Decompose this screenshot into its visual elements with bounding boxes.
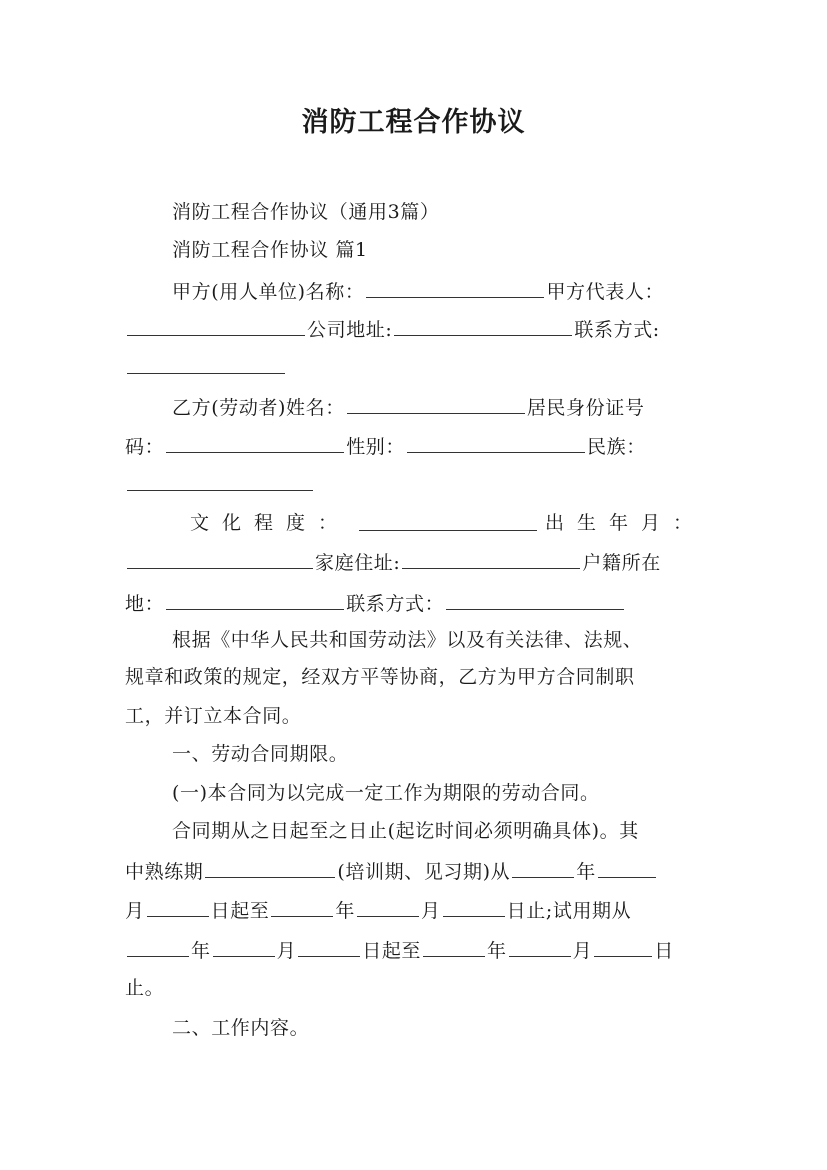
- blank-field[interactable]: [509, 937, 571, 957]
- blank-field[interactable]: [205, 858, 335, 878]
- text-fragment: 年: [576, 861, 596, 883]
- text-fragment: 日: [654, 940, 674, 962]
- blank-field[interactable]: [359, 511, 537, 531]
- text-fragment: 月: [125, 900, 145, 922]
- blank-field[interactable]: [127, 471, 313, 491]
- blank-field[interactable]: [127, 316, 305, 336]
- party-b-line: [172, 394, 705, 420]
- party-a-name-label: 甲方(用人单位)名称：: [172, 281, 365, 303]
- blank-field[interactable]: [127, 937, 189, 957]
- party-a-address-line: [125, 316, 705, 342]
- id-number-label: 居民身份证号: [526, 397, 645, 419]
- party-b-contact-label: 联系方式：: [346, 593, 445, 615]
- party-b-name-label: 乙方(劳动者)姓名：: [172, 397, 345, 419]
- blank-field[interactable]: [166, 590, 344, 610]
- household-contact-line: [125, 590, 705, 616]
- training-period-line: [125, 858, 705, 884]
- blank-field[interactable]: [213, 937, 275, 957]
- blank-field[interactable]: [127, 354, 285, 374]
- text-fragment: 月: [276, 940, 297, 962]
- household-label: 户籍所在: [582, 552, 661, 574]
- blank-field[interactable]: [271, 897, 333, 917]
- blank-field[interactable]: [402, 549, 580, 569]
- blank-field[interactable]: [298, 937, 360, 957]
- blank-field[interactable]: [127, 549, 313, 569]
- blank-field[interactable]: [407, 433, 585, 453]
- subtitle-line: 消防工程合作协议（通用3篇）: [172, 201, 440, 223]
- id-number-label-cont: 码：: [125, 436, 165, 458]
- trial-dates-line: [125, 937, 705, 963]
- gender-label: 性别：: [346, 436, 406, 458]
- text-fragment: 日起至: [362, 940, 422, 962]
- text-fragment: 月: [572, 940, 593, 962]
- blank-field[interactable]: [366, 278, 544, 298]
- blank-field[interactable]: [166, 433, 344, 453]
- text-fragment: 月: [421, 900, 441, 922]
- blank-field[interactable]: [446, 590, 624, 610]
- paragraph-line: 规章和政策的规定，经双方平等协商，乙方为甲方合同制职: [125, 666, 635, 688]
- text-fragment: (培训期、见习期)从: [337, 861, 511, 883]
- address-line: [125, 549, 705, 575]
- contact-label: 联系方式:: [574, 319, 660, 341]
- paragraph-line: (一)本合同为以完成一定工作为期限的劳动合同。: [172, 782, 600, 804]
- blank-field[interactable]: [357, 897, 419, 917]
- blank-field[interactable]: [594, 937, 652, 957]
- party-a-line: [172, 278, 705, 304]
- household-label-cont: 地：: [125, 593, 165, 615]
- document-title: 消防工程合作协议: [301, 107, 526, 138]
- ethnicity-label: 民族：: [587, 436, 646, 458]
- section-heading: 二、工作内容。: [172, 1017, 310, 1039]
- text-fragment: 年: [191, 940, 211, 962]
- trial-period-line: [125, 897, 705, 923]
- text-fragment: 日止;试用期从: [506, 900, 632, 922]
- blank-field[interactable]: [512, 858, 574, 878]
- company-address-label: 公司地址:: [307, 319, 393, 341]
- text-fragment: 中熟练期: [125, 861, 204, 883]
- blank-field[interactable]: [147, 897, 209, 917]
- party-a-contact-blank-line: [125, 354, 705, 380]
- text-fragment: 年: [487, 940, 507, 962]
- blank-field[interactable]: [443, 897, 505, 917]
- education-line: [190, 511, 705, 535]
- section-heading: 一、劳动合同期限。: [172, 743, 349, 765]
- party-a-rep-label: 甲方代表人：: [546, 281, 665, 303]
- text-fragment: 日起至: [210, 900, 270, 922]
- paragraph-line: 合同期从之日起至之日止(起讫时间必须明确具体)。其: [172, 820, 639, 842]
- section-heading: 消防工程合作协议 篇1: [172, 239, 368, 261]
- party-b-ethnicity-blank-line: [125, 471, 705, 497]
- blank-field[interactable]: [394, 316, 572, 336]
- paragraph-line: 止。: [125, 977, 165, 999]
- blank-field[interactable]: [347, 394, 525, 414]
- text-fragment: 年: [335, 900, 356, 922]
- birth-label: 出生年月：: [544, 512, 705, 534]
- blank-field[interactable]: [423, 937, 485, 957]
- home-address-label: 家庭住址:: [315, 552, 401, 574]
- blank-field[interactable]: [598, 858, 656, 878]
- paragraph-line: 工，并订立本合同。: [125, 705, 302, 727]
- education-label: 文化程度：: [190, 512, 351, 534]
- paragraph-line: 根据《中华人民共和国劳动法》以及有关法律、法规、: [172, 629, 643, 651]
- party-b-gender-line: [125, 433, 705, 459]
